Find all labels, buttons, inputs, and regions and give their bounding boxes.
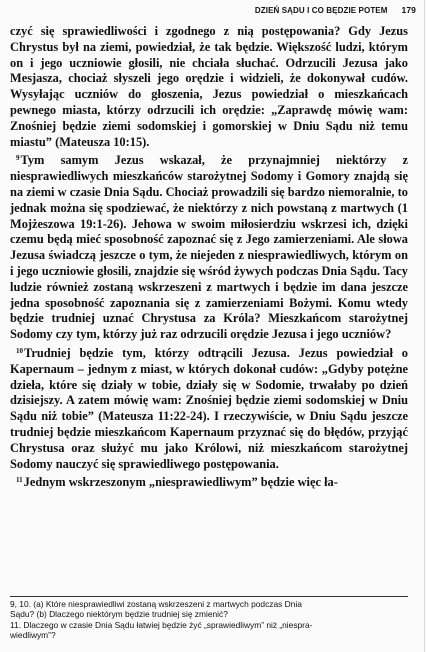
- paragraph-9: [10, 151, 408, 343]
- paragraph-10: [10, 344, 408, 472]
- question-9-10-line1: 9, 10. (a) Które niesprawiedliwi zostaną wskrzeszeni z martwych podczas Dnia: [10, 599, 302, 609]
- study-questions: [10, 596, 408, 641]
- question-11-line2: wiedliwym”?: [10, 630, 56, 641]
- main-text: [10, 24, 408, 492]
- question-9-10-line2: Sądu? (b) Dlaczego niektórym będzie trudniej się zmienić?: [10, 609, 228, 620]
- running-header: [8, 5, 416, 17]
- running-title: DZIEŃ SĄDU I CO BĘDZIE POTEM: [254, 6, 388, 15]
- paragraph-number-10: 10: [16, 346, 23, 355]
- paragraph-9-text: Tym samym Jezus wskazał, że przynajmniej niektórzy z niesprawiedliwych mieszkańców starożytnej Sodomy i Gomory znajdą się na ziemi w czasie Dnia Sądu. Chociaż prowadzili się bardzo niemoralnie, to jednak można się spodziewać, że niektórzy z nich powstaną z martwych (1 Mojżeszowa 19:1-26). Jehowa w swoim miłosierdziu wskrzesi ich, dzięki czemu będą mieć sposobność zapoznać się z Jego zamierzeniami. Ale słowa Jezusa świadczą jeszcze o tym, że niejeden z niesprawiedliwych, którym on i jego uczniowie głosili, znajdzie się wśród żywych podczas Dnia Sądu. Tacy ludzie również zostaną wskrzeszeni z martwych i będzie im dana jeszcze jedna sposobność zapoznania się z zamierzeniami Bożymi. Komu wtedy będzie trudniej uznać Chrystusa za Króla? Mieszkańcom starożytnej Sodomy czy tym, którzy już raz odrzucili orędzie Jezusa i jego uczniów?: [10, 153, 408, 342]
- paragraph-11-text: Jednym wskrzeszonym „niesprawiedliwym” będzie więc ła-: [23, 475, 338, 490]
- paragraph-number-9: 9: [16, 154, 20, 163]
- paragraph-8-continued: [10, 24, 408, 150]
- paragraph-8-text: czyć się sprawiedliwości i zgodnego z nią postępowania? Gdy Jezus Chrystus był na ziemi, powiedział, że tak będzie. Większość ludzi, którym on i jego uczniowie głosili, nie chciała słuchać. Odrzucili Jezusa jako Mesjasza, chociaż słyszeli jego orędzie i widzieli, że dokonywał cudów. Wysyłając uczniów do głoszenia, Jezus powiedział o mieszkańcach pewnego miasta, którzy odrzucili ich orędzie:: [10, 24, 408, 117]
- paragraph-11: [10, 473, 408, 491]
- quote-matthew-11-22: „Gdyby potężne dzieła, które się działy w tobie, działy się w Sodomie, trwałaby po dzień dzisiejszy. A zatem mówię wam: Znośniej będzie ziemi sodomskiej w Dniu Sądu niż tobie” (Mateusza 11:22-24).: [10, 361, 408, 424]
- page-edge: [424, 0, 425, 652]
- paragraph-10-intro: Trudniej będzie tym, którzy odtrącili Jezusa. Jezus powiedział o Kapernaum – jednym z miast, w których dokonał cudów:: [10, 345, 408, 376]
- quote-matthew-10-15: „Zaprawdę mówię wam: Znośniej będzie ziemi sodomskiej i gomorskiej w Dniu Sądu niż temu miastu” (Mateusza 10:15).: [10, 102, 408, 149]
- paragraph-10-rest: I rzeczywiście, w Dniu Sądu jeszcze trudniej będzie mieszkańcom Kapernaum przyznać się do błędów, przyjąć Chrystusa oraz służyć mu jako Królowi, niż mieszkańcom starożytnej Sodomy nauczyć się sprawiedliwego postępowania.: [10, 409, 408, 471]
- page-number: 179: [401, 5, 416, 15]
- paragraph-number-11: 11: [16, 476, 23, 485]
- question-11-line1: 11. Dlaczego w czasie Dnia Sądu łatwiej będzie żyć „sprawiedliwym” niż „niespra-: [10, 619, 313, 630]
